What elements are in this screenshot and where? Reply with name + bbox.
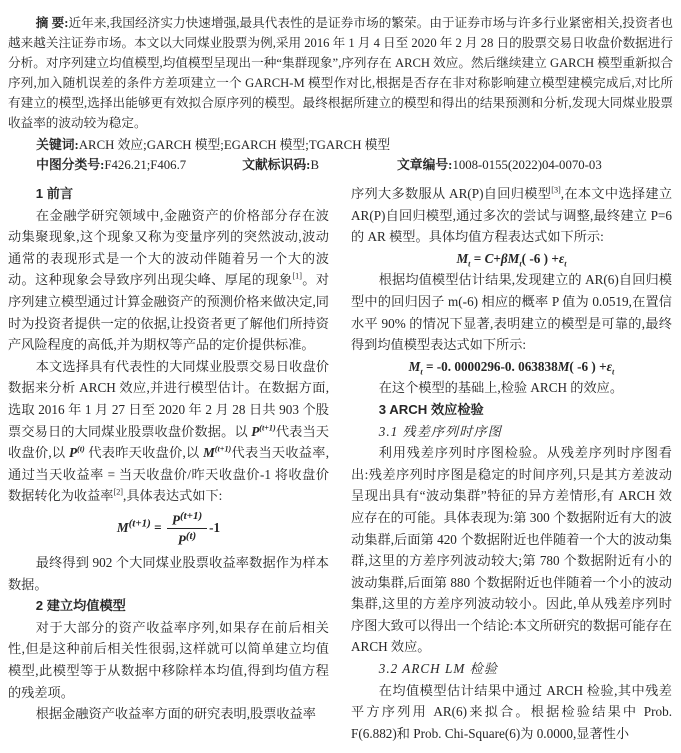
section-3-1-heading: 3.1 残差序列时序图 — [378, 423, 502, 439]
article-number-label: 文章编号: — [396, 158, 453, 172]
estimation-result-paragraph: 根据均值模型估计结果,发现建立的 AR(6)自回归模型中的回归因子 m(-6) 相应的概率 P 值为 0.0519,在置信水平 90% 的情况下显著,表明建立的模型是可靠的,最终得到均值模型表达式如下所示: — [351, 272, 672, 353]
formula-lhs-sup: (t+1) — [128, 517, 151, 530]
abstract-label: 摘 要: — [35, 16, 69, 30]
document-code-value: B — [310, 158, 319, 172]
intro-paragraph: 在金融学研究领域中,金融资产的价格部分存在波动集聚现象,这个现象又称为变量序列的突然波动,波动通常的表现形式是一个大的波动伴随着另一个大的波动。这种现象会导致序列出现尖峰、厚尾的现象[1]。对序列建立模型通过计算金融资产的预测价格来做决定,同时为投资者提供一定的依据,让投资者更了解他们所持资产风险程度的高低,并为期权等产品的定价提供标准。 — [8, 207, 330, 353]
clc-number — [36, 155, 186, 175]
fraction-denominator: $P^{(t)}$ — [177, 530, 197, 548]
right-column — [351, 183, 672, 744]
article-number-value: 1008-0155(2022)04-0070-03 — [452, 158, 602, 172]
lm-test-paragraph: 在均值模型估计结果中通过 ARCH 检验,其中残差平方序列用 AR(6)来拟合。根据检验结果中 Prob. F(6.882)和 Prob. Chi-Square(6)为 0.0000,显著性小 — [351, 682, 672, 741]
research-findings-paragraph: 根据金融资产收益率方面的研究表明,股票收益率 — [35, 706, 316, 722]
clc-label: 中图分类号: — [36, 158, 105, 172]
estimated-model-formula: $M_t = -0$. 0000296-0. 063838M( -6 ) $+\varepsilon_t$ — [408, 358, 615, 377]
mean-model-formula: $M_t = C+\beta M_t$( -6 ) $+\varepsilon_t$ — [456, 250, 567, 269]
return-rate-formula — [8, 507, 329, 552]
article-number — [397, 155, 602, 175]
fraction-numerator: $P^{(t+1)}$ — [167, 510, 207, 530]
document-code — [242, 155, 319, 175]
mean-model-intro-paragraph: 对于大部分的资产收益率序列,如果存在前后相关性,但是这种前后相关性很弱,这样就可以简单建立均值模型,此模型等于从数据中移除样本均值,得到均值方程的残差项。 — [8, 619, 329, 700]
section-3-2-heading: 3.2 ARCH LM 检验 — [378, 661, 498, 677]
meta-line — [8, 155, 673, 175]
residual-series-paragraph: 利用残差序列时序图检验。从残差序列时序图看出:残差序列时序图是稳定的时间序列,只是其方差波动呈现出具有“波动集群”特征的异方差情形,有 ARCH 效应存在的可能。具体表现为:第 300 个数据附近有大的波动集群,后面第 420 个数据附近也伴随着一个大的波动集群,这里的方差序列波动较大;第 780 个数据附近有小的波动集群,后面第 880 个数据附近也伴随着一个小的波动集群,这里的方差序列波动较小。因此,单从残差序列时序图大致可以得出一个结论:本文所研究的数据可能存在 ARCH 效应。 — [351, 445, 672, 655]
two-column-body — [8, 183, 673, 744]
keywords-line — [8, 135, 673, 155]
data-description-paragraph: 本文选择具有代表性的大同煤业股票交易日收盘价数据来分析 ARCH 效应,并进行模型估计。在数据方面,选取 2016 年 1 月 27 日至 2020 年 2 月 28 日共 903 个股票交易日的大同煤业股票收盘价数据。以 $P^{(t+1)}$代表当天收盘价,以 $P^{(t)}$ 代表昨天收盘价,以 $M^{(t+1)}$代表当天收益率,通过当天收益率 = 当天收盘价/昨天收盘价-1 将收盘价数据转化为收益率[2],具体表达式如下: — [8, 358, 330, 504]
formula-fraction — [167, 510, 207, 548]
formula-lhs: M — [116, 520, 129, 535]
left-column — [8, 183, 329, 744]
formula-equals: = — [150, 520, 165, 535]
keywords-text: ARCH 效应;GARCH 模型;EGARCH 模型;TGARCH 模型 — [78, 138, 391, 152]
document-code-label: 文献标识码: — [242, 158, 311, 172]
section-3-heading: 3 ARCH 效应检验 — [378, 401, 484, 417]
formula-tail: -1 — [209, 520, 221, 535]
abstract-text: 近年来,我国经济实力快速增强,最具代表性的是证券市场的繁荣。由于证券市场与许多行业紧密相关,投资者也越来越关注证券市场。本文以大同煤业股票为例,采用 2016 年 1 月 4 日至 2020 年 2 月 28 日的股票交易日收盘价数据进行分析。对序列建立均值模型,均值模型呈现出一种“集群现象”,序列存在 ARCH 效应。然后继续建立 GARCH 模型重新拟合序列,加入随机误差的条件方差项建立一个 GARCH-M 模型作对比,根据是否存在非对称影响建立模型建模完成后,对比所有建立的模型,选择出能够更有效拟合原序列的模型。最终根据所建立的模型和得出的结果预测和分析,发现大同煤业股票收益率的波动较为稳定。 — [8, 16, 674, 130]
ar-model-paragraph: 序列大多数服从 AR(P)自回归模型[3],在本文中选择建立 AR(P)自回归模型,通过多次的尝试与调整,最终建立 P=6 的 AR 模型。具体均值方程表达式如下所示: — [351, 185, 673, 245]
clc-value: F426.21;F406.7 — [104, 158, 187, 172]
section-2-heading: 2 建立均值模型 — [35, 598, 126, 614]
section-1-heading: 1 前言 — [35, 186, 74, 201]
keywords-label: 关键词: — [36, 138, 79, 152]
arch-test-intro-paragraph: 在这个模型的基础上,检验 ARCH 的效应。 — [378, 380, 624, 396]
sample-size-paragraph: 最终得到 902 个大同煤业股票收益率数据作为样本数据。 — [8, 555, 329, 592]
abstract — [8, 13, 673, 133]
